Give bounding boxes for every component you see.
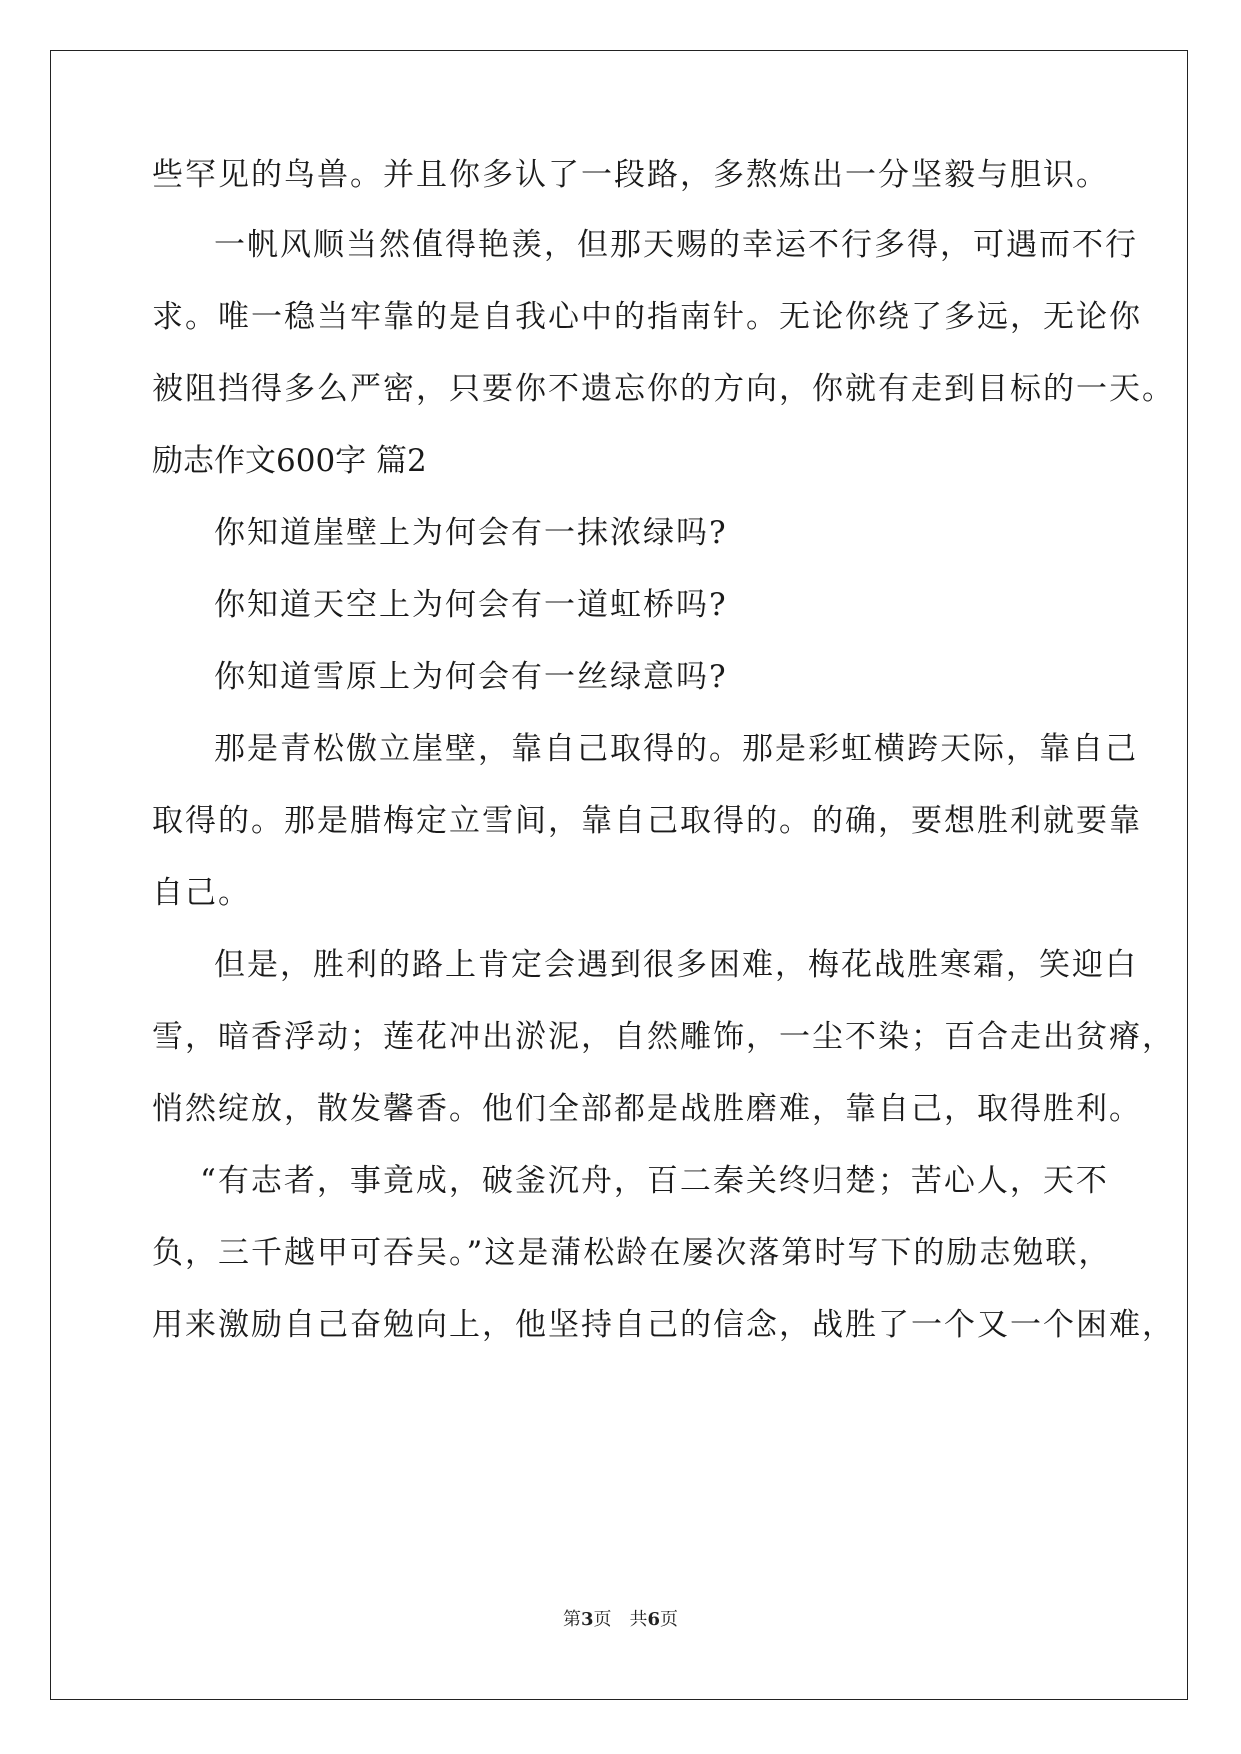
page-label-suffix: 页 [660, 1609, 679, 1630]
body-text-line: 你知道雪原上为何会有一丝绿意吗? [214, 659, 728, 695]
body-text-line: 取得的。那是腊梅定立雪间，靠自己取得的。的确，要想胜利就要靠 [152, 803, 1142, 839]
body-text-line: 一帆风顺当然值得艳羡，但那天赐的幸运不行多得，可遇而不行 [214, 227, 1138, 263]
body-text-line: 悄然绽放，散发馨香。他们全部都是战胜磨难，靠自己，取得胜利。 [152, 1091, 1142, 1127]
page-label-prefix: 第 [562, 1609, 581, 1630]
body-text-line: 自己。 [152, 875, 251, 911]
page-label-mid: 页 共 [593, 1609, 648, 1630]
body-text-line: 但是，胜利的路上肯定会遇到很多困难，梅花战胜寒霜，笑迎白 [214, 947, 1138, 983]
body-text-line: 些罕见的鸟兽。并且你多认了一段路，多熬炼出一分坚毅与胆识。 [152, 157, 1109, 193]
page-footer [0, 1605, 1241, 1631]
page-current-number: 3 [580, 1609, 594, 1630]
page-total-number: 6 [647, 1609, 661, 1630]
body-text-line: 被阻挡得多么严密，只要你不遗忘你的方向，你就有走到目标的一天。 [152, 371, 1175, 407]
body-text-line: 用来激励自己奋勉向上，他坚持自己的信念，战胜了一个又一个困难， [152, 1307, 1175, 1343]
body-text-line: 你知道崖壁上为何会有一抹浓绿吗? [214, 515, 728, 551]
body-text-line: 雪，暗香浮动；莲花冲出淤泥，自然雕饰，一尘不染；百合走出贫瘠， [152, 1019, 1175, 1055]
body-text-line: 你知道天空上为何会有一道虹桥吗? [214, 587, 728, 623]
body-text-line: “有志者，事竟成，破釜沉舟，百二秦关终归楚；苦心人，天不 [200, 1163, 1109, 1199]
body-text-line: 求。唯一稳当牢靠的是自我心中的指南针。无论你绕了多远，无论你 [152, 299, 1142, 335]
section-heading: 励志作文600字 篇2 [152, 443, 427, 479]
body-text-line: 那是青松傲立崖壁，靠自己取得的。那是彩虹横跨天际，靠自己 [214, 731, 1138, 767]
body-text-line: 负，三千越甲可吞吴。”这是蒲松龄在屡次落第时写下的励志勉联， [152, 1235, 1112, 1271]
